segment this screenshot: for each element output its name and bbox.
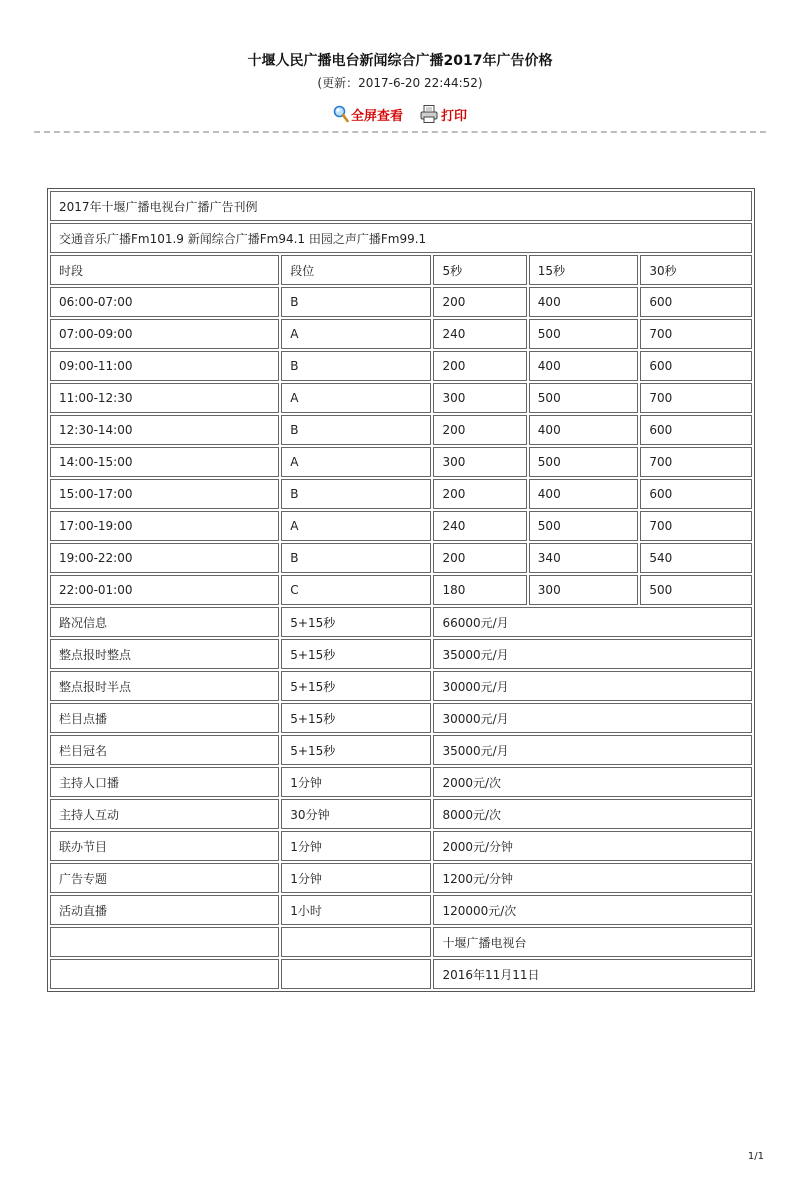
fullscreen-label: 全屏查看 <box>350 108 403 124</box>
table-cell: 500 <box>529 511 639 541</box>
table-cell: 500 <box>640 575 752 605</box>
table-row <box>50 351 752 381</box>
table-cell: 200 <box>433 415 526 445</box>
table-cell: 整点报时半点 <box>50 671 279 701</box>
table-row <box>50 447 752 477</box>
table-cell: 15:00-17:00 <box>50 479 279 509</box>
table-cell: 12:30-14:00 <box>50 415 279 445</box>
table-cell: 1小时 <box>281 895 431 925</box>
table-cell: 180 <box>433 575 526 605</box>
table-cell: 30000元/月 <box>433 703 752 733</box>
table-cell: 路况信息 <box>50 607 279 637</box>
table-row <box>50 735 752 765</box>
table-cell: 400 <box>529 287 639 317</box>
price-table <box>48 189 754 991</box>
table-cell: 600 <box>640 479 752 509</box>
table-cell: 700 <box>640 511 752 541</box>
table-cell: 1分钟 <box>281 831 431 861</box>
table-cell: 200 <box>433 479 526 509</box>
toolbar <box>0 103 800 125</box>
table-cell: 500 <box>529 447 639 477</box>
table-cell: 400 <box>529 351 639 381</box>
table-cell: A <box>281 447 431 477</box>
dashed-divider <box>34 131 766 133</box>
table-cell: 2000元/次 <box>433 767 752 797</box>
table-cell: 30分钟 <box>281 799 431 829</box>
table-cell: 主持人口播 <box>50 767 279 797</box>
table-cell: 300 <box>529 575 639 605</box>
table-cell: 广告专题 <box>50 863 279 893</box>
table-cell: 600 <box>640 351 752 381</box>
table-cell: 200 <box>433 351 526 381</box>
table-row <box>50 895 752 925</box>
column-header: 段位 <box>281 255 431 285</box>
table-row <box>50 479 752 509</box>
table-cell: 35000元/月 <box>433 639 752 669</box>
table-cell: B <box>281 415 431 445</box>
table-cell: 栏目冠名 <box>50 735 279 765</box>
table-cell: 07:00-09:00 <box>50 319 279 349</box>
fullscreen-button[interactable] <box>333 105 403 124</box>
table-cell: A <box>281 383 431 413</box>
table-cell: 30000元/月 <box>433 671 752 701</box>
date-row <box>50 959 752 989</box>
table-cell: 600 <box>640 415 752 445</box>
table-cell: 主持人互动 <box>50 799 279 829</box>
table-cell: 8000元/次 <box>433 799 752 829</box>
table-cell: A <box>281 511 431 541</box>
table-cell: 35000元/月 <box>433 735 752 765</box>
table-cell <box>281 959 431 989</box>
column-header: 30秒 <box>640 255 752 285</box>
table-cell: 600 <box>640 287 752 317</box>
table-cell: 09:00-11:00 <box>50 351 279 381</box>
table-cell: 120000元/次 <box>433 895 752 925</box>
table-cell: 5+15秒 <box>281 703 431 733</box>
update-time: (更新：2017-6-20 22:44:52) <box>317 76 483 90</box>
table-row <box>50 607 752 637</box>
table-cell: B <box>281 479 431 509</box>
table-row <box>50 767 752 797</box>
table-cell: 活动直播 <box>50 895 279 925</box>
table-row <box>50 543 752 573</box>
table-cell: 整点报时整点 <box>50 639 279 669</box>
table-cell: 5+15秒 <box>281 639 431 669</box>
signature-row <box>50 927 752 957</box>
table-row <box>50 831 752 861</box>
table-cell: 500 <box>529 383 639 413</box>
table-cell: B <box>281 351 431 381</box>
table-cell: 17:00-19:00 <box>50 511 279 541</box>
print-button[interactable] <box>419 104 467 124</box>
table-cell: 700 <box>640 319 752 349</box>
magnifier-icon <box>333 105 349 123</box>
column-header: 时段 <box>50 255 279 285</box>
table-cell: 540 <box>640 543 752 573</box>
table-cell: 400 <box>529 415 639 445</box>
table-cell: 栏目点播 <box>50 703 279 733</box>
table-cell: 700 <box>640 383 752 413</box>
table-cell: 500 <box>529 319 639 349</box>
table-row <box>50 799 752 829</box>
table-title-row <box>50 191 752 221</box>
table-row <box>50 703 752 733</box>
column-header: 15秒 <box>529 255 639 285</box>
table-cell: 66000元/月 <box>433 607 752 637</box>
table-cell: 14:00-15:00 <box>50 447 279 477</box>
table-cell: 06:00-07:00 <box>50 287 279 317</box>
table-cell: 340 <box>529 543 639 573</box>
table-cell: B <box>281 543 431 573</box>
table-cell: 200 <box>433 543 526 573</box>
table-row <box>50 639 752 669</box>
table-cell: 5+15秒 <box>281 607 431 637</box>
column-header: 5秒 <box>433 255 526 285</box>
signature: 十堰广播电视台 <box>433 927 752 957</box>
publish-date: 2016年11月11日 <box>433 959 752 989</box>
page-number: 1/1 <box>747 1151 764 1162</box>
table-cell: 700 <box>640 447 752 477</box>
stations-row <box>50 223 752 253</box>
table-title: 2017年十堰广播电视台广播广告刊例 <box>50 191 752 221</box>
table-cell: 240 <box>433 511 526 541</box>
table-cell <box>50 927 279 957</box>
table-cell: 22:00-01:00 <box>50 575 279 605</box>
table-cell: A <box>281 319 431 349</box>
print-label: 打印 <box>441 108 468 124</box>
table-cell <box>281 927 431 957</box>
table-row <box>50 319 752 349</box>
table-cell: 19:00-22:00 <box>50 543 279 573</box>
printer-icon <box>419 104 439 124</box>
table-row <box>50 671 752 701</box>
table-cell: 1200元/分钟 <box>433 863 752 893</box>
table-cell: C <box>281 575 431 605</box>
table-cell: B <box>281 287 431 317</box>
table-row <box>50 511 752 541</box>
table-row <box>50 863 752 893</box>
table-cell: 240 <box>433 319 526 349</box>
table-cell: 300 <box>433 383 526 413</box>
table-row <box>50 383 752 413</box>
table-cell: 5+15秒 <box>281 671 431 701</box>
table-cell: 1分钟 <box>281 767 431 797</box>
table-cell <box>50 959 279 989</box>
table-cell: 300 <box>433 447 526 477</box>
table-cell: 1分钟 <box>281 863 431 893</box>
table-row <box>50 575 752 605</box>
page-title: 十堰人民广播电台新闻综合广播2017年广告价格 <box>247 53 553 69</box>
stations-text: 交通音乐广播Fm101.9 新闻综合广播Fm94.1 田园之声广播Fm99.1 <box>50 223 752 253</box>
table-cell: 400 <box>529 479 639 509</box>
table-cell: 11:00-12:30 <box>50 383 279 413</box>
header-row <box>50 255 752 285</box>
table-row <box>50 287 752 317</box>
table-cell: 联办节目 <box>50 831 279 861</box>
table-cell: 2000元/分钟 <box>433 831 752 861</box>
table-cell: 5+15秒 <box>281 735 431 765</box>
table-cell: 200 <box>433 287 526 317</box>
table-row <box>50 415 752 445</box>
price-table-frame <box>47 188 755 992</box>
